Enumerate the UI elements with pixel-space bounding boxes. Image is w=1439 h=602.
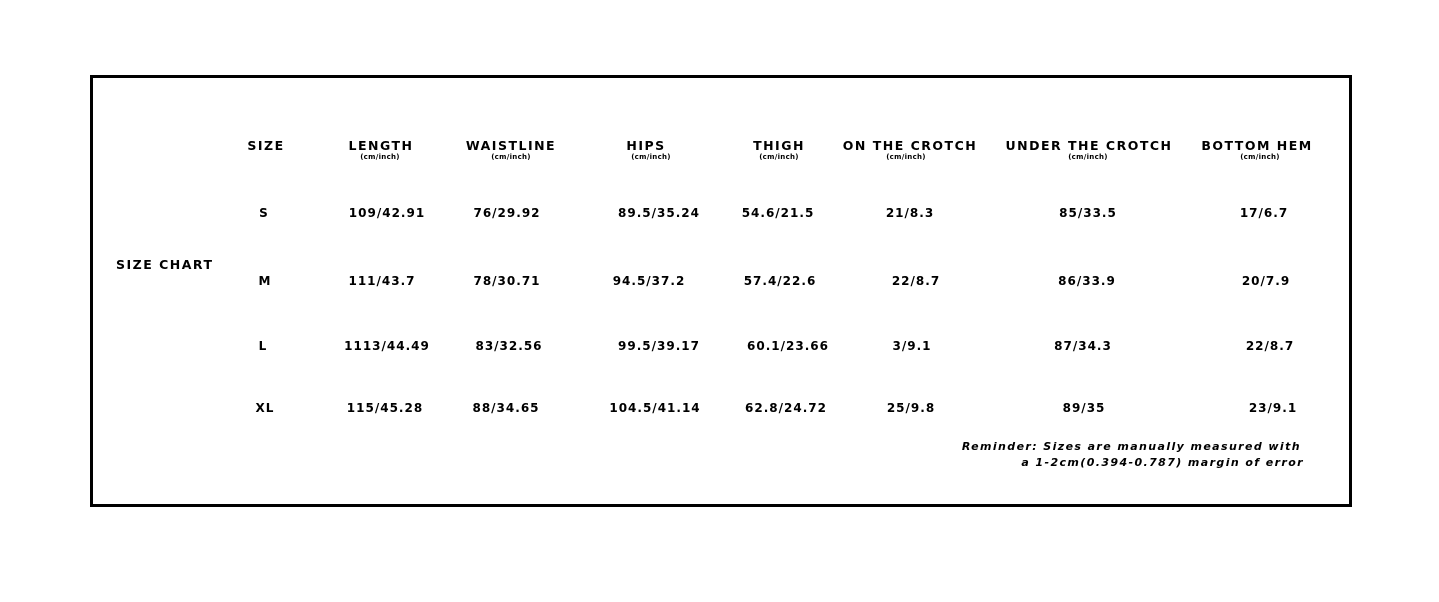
table-cell: XL [255,401,275,415]
table-cell: 21/8.3 [885,206,935,220]
table-cell: 83/32.56 [475,339,543,353]
table-cell: 25/9.8 [886,401,936,415]
table-cell: 20/7.9 [1241,274,1291,288]
header-on-the-crotch: ON THE CROTCH [842,138,978,153]
table-cell: 23/9.1 [1248,401,1298,415]
header-waistline: WAISTLINE [465,138,557,153]
table-cell: 62.8/24.72 [745,401,827,415]
header-length-unit: (cm/inch) [360,153,400,161]
table-cell: 54.6/21.5 [741,206,815,220]
reminder-line-1: Reminder: Sizes are manually measured with [961,440,1301,453]
header-hips: HIPS [626,138,666,153]
size-chart-title: SIZE CHART [116,257,214,272]
header-thigh-unit: (cm/inch) [759,153,799,161]
table-cell: 22/8.7 [1245,339,1295,353]
table-cell: 109/42.91 [348,206,426,220]
reminder-line-2: a 1-2cm(0.394-0.787) margin of error [1021,456,1304,469]
table-cell: 60.1/23.66 [747,339,829,353]
header-under-the-crotch-unit: (cm/inch) [1068,153,1108,161]
header-bottom-hem-unit: (cm/inch) [1240,153,1280,161]
header-on-the-crotch-unit: (cm/inch) [886,153,926,161]
table-cell: 76/29.92 [473,206,541,220]
header-hips-unit: (cm/inch) [631,153,671,161]
table-cell: 57.4/22.6 [743,274,817,288]
table-cell: 1113/44.49 [344,339,430,353]
table-cell: 3/9.1 [892,339,932,353]
table-cell: 89.5/35.24 [618,206,700,220]
table-cell: 87/34.3 [1054,339,1112,353]
table-cell: 111/43.7 [348,274,416,288]
table-cell: M [258,274,272,288]
table-cell: 88/34.65 [472,401,540,415]
header-bottom-hem: BOTTOM HEM [1201,138,1313,153]
header-waistline-unit: (cm/inch) [491,153,531,161]
table-cell: 94.5/37.2 [612,274,686,288]
table-cell: 89/35 [1062,401,1106,415]
header-size: SIZE [247,138,285,153]
table-cell: 86/33.9 [1058,274,1116,288]
table-cell: 78/30.71 [473,274,541,288]
table-cell: 115/45.28 [346,401,424,415]
header-thigh: THIGH [753,138,805,153]
table-cell: L [258,339,268,353]
table-cell: 104.5/41.14 [609,401,701,415]
header-length: LENGTH [348,138,414,153]
table-cell: S [259,206,269,220]
table-cell: 99.5/39.17 [618,339,700,353]
table-cell: 17/6.7 [1239,206,1289,220]
header-under-the-crotch: UNDER THE CROTCH [1005,138,1173,153]
table-cell: 22/8.7 [891,274,941,288]
table-cell: 85/33.5 [1059,206,1117,220]
